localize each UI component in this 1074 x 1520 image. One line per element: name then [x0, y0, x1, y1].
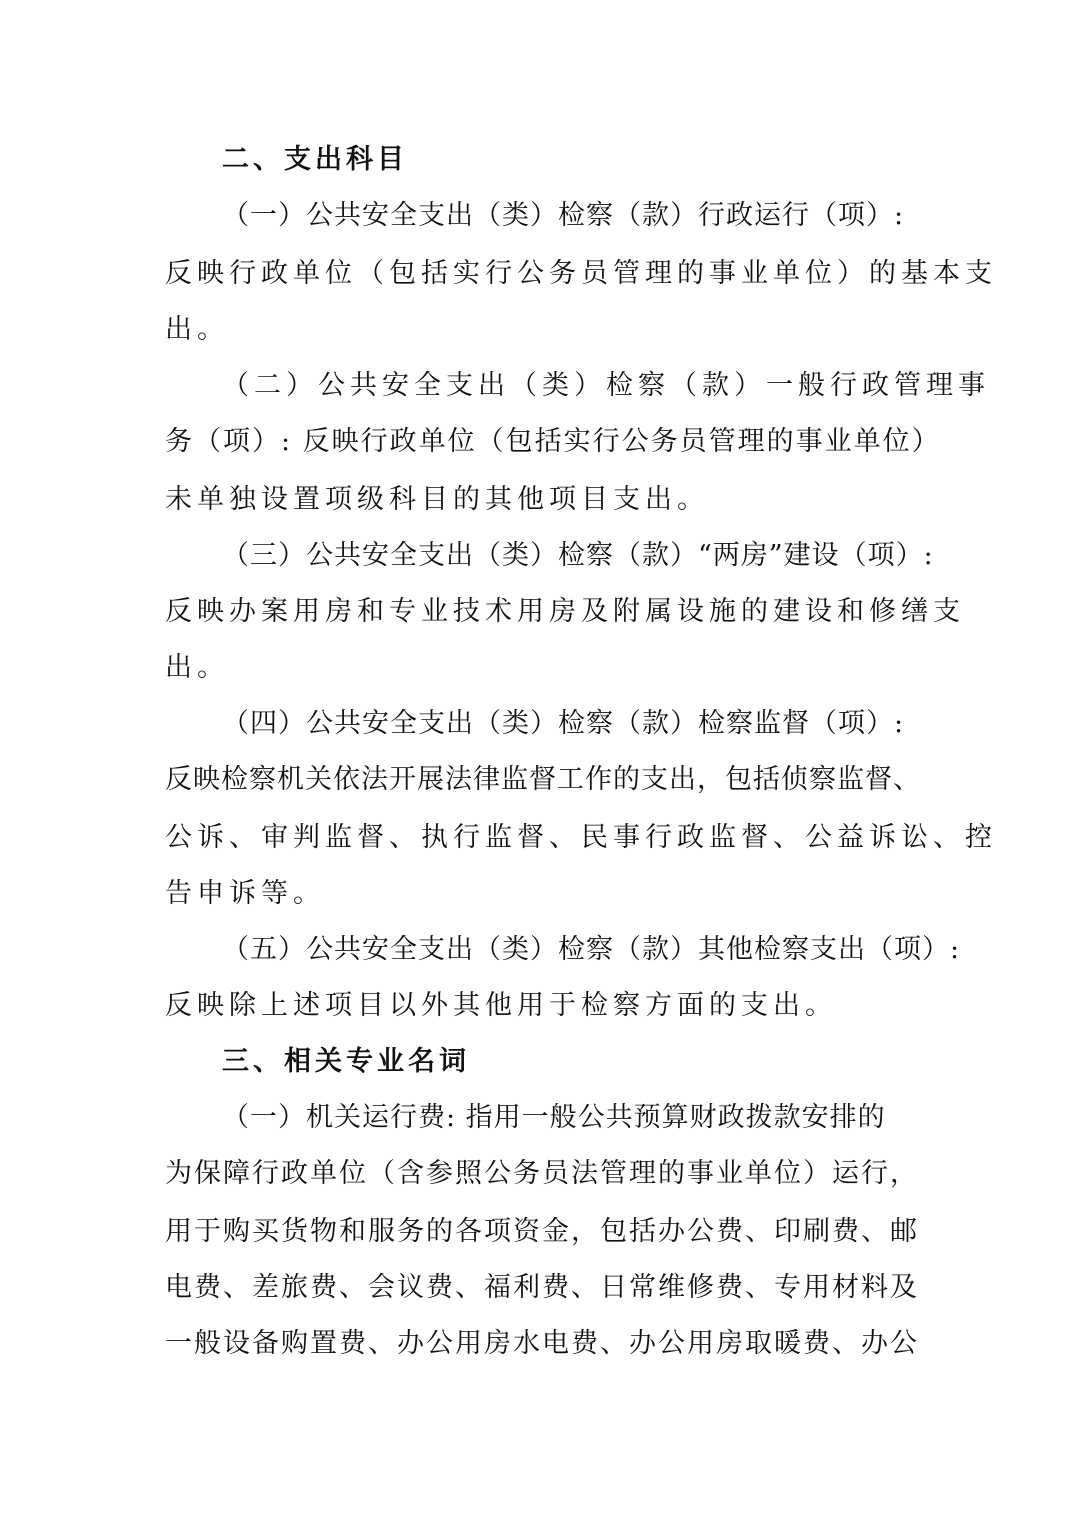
section-heading-related-terms: 三、相关专业名词 [222, 1046, 470, 1077]
paragraph-line: 务（项）: 反映行政单位（包括实行公务员管理的事业单位） [165, 426, 941, 457]
paragraph-line: 一般设备购置费、办公用房水电费、办公用房取暖费、办公 [165, 1328, 919, 1359]
paragraph-line: 未单独设置项级科目的其他项目支出。 [165, 484, 709, 515]
paragraph-line: 反映办案用房和专业技术用房及附属设施的建设和修缮支 [165, 596, 965, 627]
paragraph-line: （一）公共安全支出（类）检察（款）行政运行（项）: [222, 200, 905, 231]
section-heading-expenditure-items: 二、支出科目 [222, 144, 408, 175]
paragraph-line: 反映检察机关依法开展法律监督工作的支出，包括侦察监督、 [165, 764, 921, 795]
paragraph-line: 公诉、审判监督、执行监督、民事行政监督、公益诉讼、控 [165, 822, 997, 853]
paragraph-line: （五）公共安全支出（类）检察（款）其他检察支出（项）: [222, 934, 961, 965]
paragraph-line: 电费、差旅费、会议费、福利费、日常维修费、专用材料及 [165, 1272, 919, 1303]
paragraph-line: 反映行政单位（包括实行公务员管理的事业单位）的基本支 [165, 258, 997, 289]
paragraph-line: 为保障行政单位（含参照公务员法管理的事业单位）运行， [165, 1158, 919, 1189]
paragraph-line: 反映除上述项目以外其他用于检察方面的支出。 [165, 990, 837, 1021]
paragraph-line: （四）公共安全支出（类）检察（款）检察监督（项）: [222, 708, 905, 739]
paragraph-line: 出。 [165, 314, 229, 345]
paragraph-line: 告申诉等。 [165, 878, 325, 909]
paragraph-line: （二）公共安全支出（类）检察（款）一般行政管理事 [222, 370, 990, 401]
paragraph-line: 出。 [165, 652, 229, 683]
paragraph-line: （三）公共安全支出（类）检察（款）“两房”建设（项）: [222, 540, 934, 571]
paragraph-line: 用于购买货物和服务的各项资金，包括办公费、印刷费、邮 [165, 1216, 919, 1247]
paragraph-line: （一）机关运行费: 指用一般公共预算财政拨款安排的 [222, 1102, 886, 1133]
